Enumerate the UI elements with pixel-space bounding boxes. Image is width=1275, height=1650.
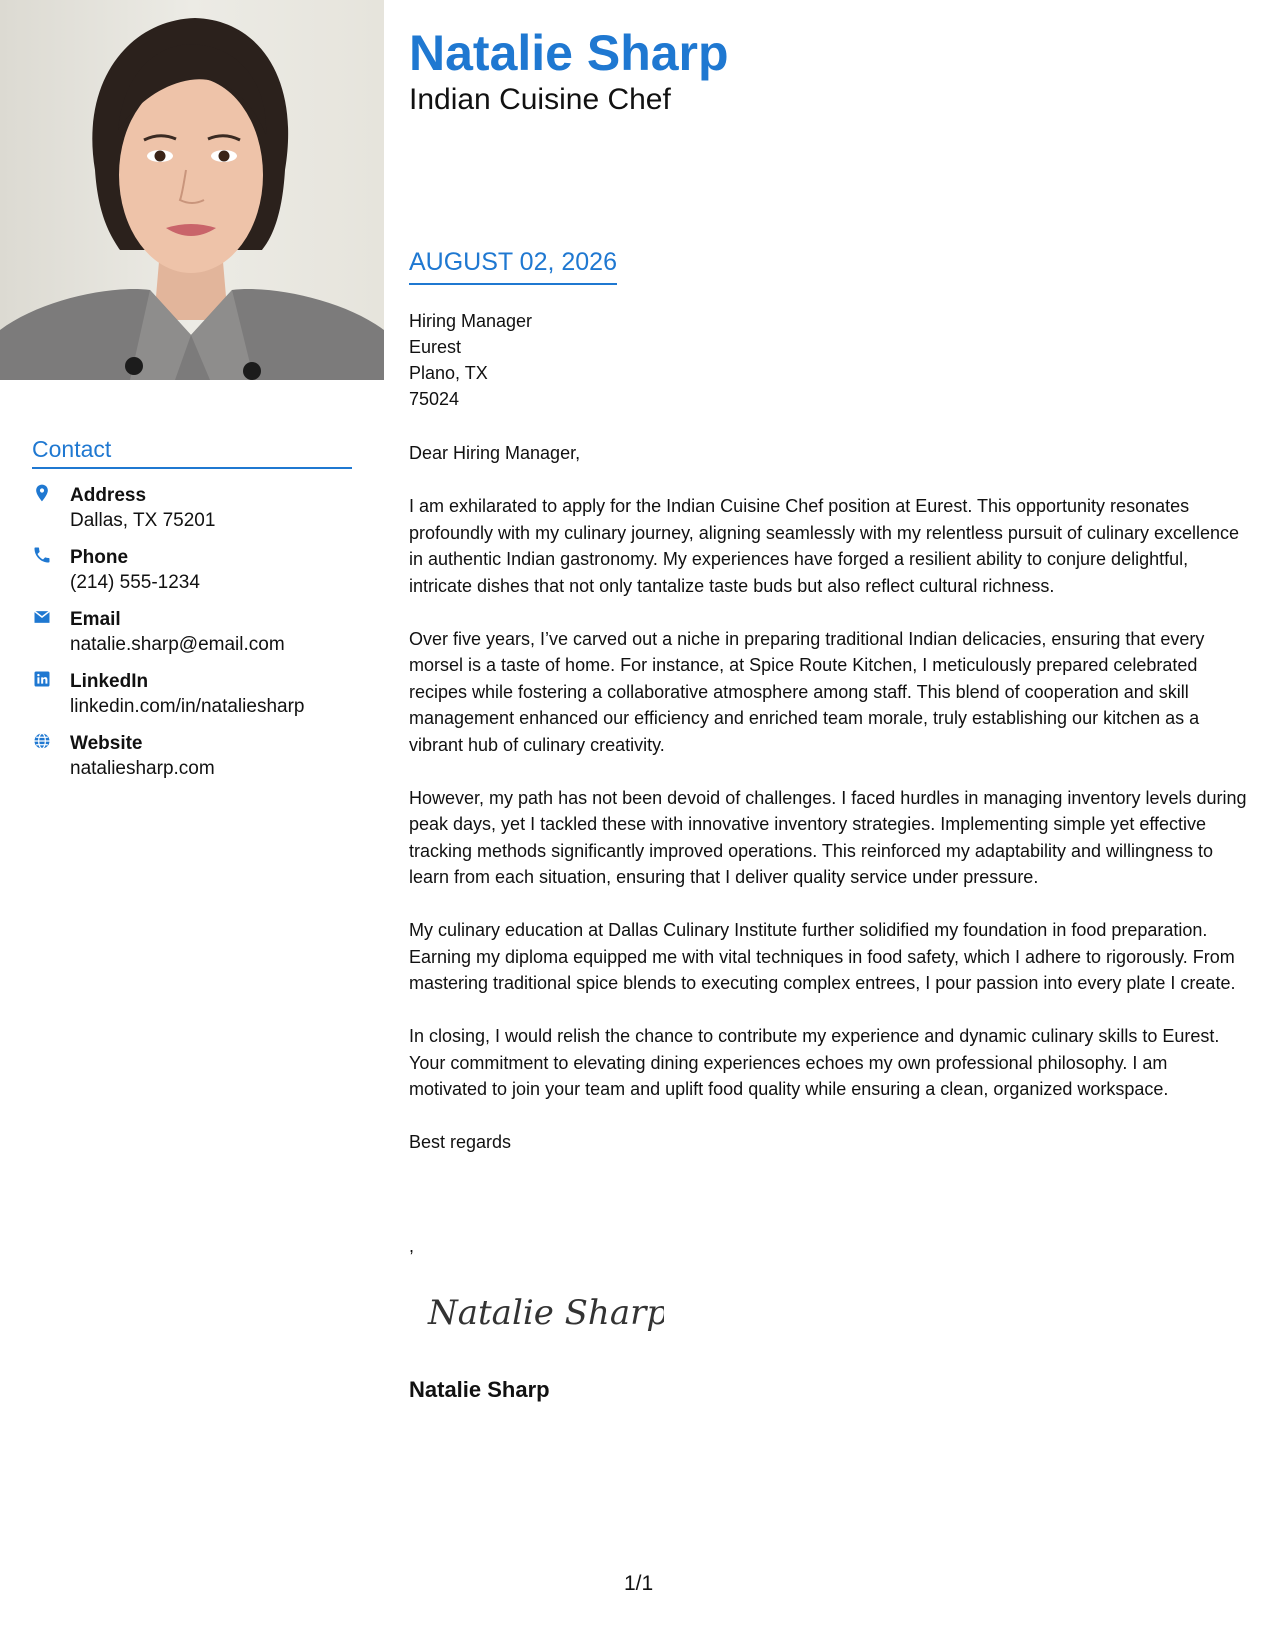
contact-item-phone bbox=[32, 545, 352, 595]
contact-label: Website bbox=[70, 733, 143, 754]
handwritten-signature bbox=[424, 1284, 664, 1349]
paragraph: Over five years, I’ve carved out a niche in preparing traditional Indian delicacies, ensuring that every morsel is a taste of home. For instance, at Spice Route Kitchen, I meticulously prepared celebrated recipes while fostering a collaborative atmosphere among staff. This blend of cooperation and skill management enhanced our efficiency and enriched team morale, truly establishing our kitchen as a vibrant hub of culinary creativity. bbox=[409, 628, 1205, 755]
paragraph: My culinary education at Dallas Culinary Institute further solidified my foundation in food preparation. Earning my diploma equipped me with vital techniques in food safety, which I adhere to rigorously. From mastering traditional spice blends to executing complex entrees, I pour passion into every plate I create. bbox=[409, 920, 1236, 993]
envelope-icon bbox=[32, 607, 54, 629]
contact-label: Address bbox=[70, 485, 147, 506]
globe-icon bbox=[32, 731, 54, 753]
phone-value: (214) 555-1234 bbox=[70, 572, 200, 593]
contact-label: Email bbox=[70, 609, 121, 630]
recipient-line: Hiring Manager bbox=[409, 311, 533, 331]
paragraph: In closing, I would relish the chance to contribute my experience and dynamic culinary skills to Eurest. Your commitment to elevating dining experiences echoes my own professional philosophy. I am motivated to join your team and uplift food quality while ensuring a clean, organized workspace. bbox=[409, 1026, 1220, 1099]
contact-sidebar bbox=[32, 436, 352, 793]
contact-item-address bbox=[32, 483, 352, 533]
contact-label: Phone bbox=[70, 547, 129, 568]
contact-item-website bbox=[32, 731, 352, 781]
recipient-line: Eurest bbox=[409, 337, 462, 357]
portrait-illustration bbox=[0, 0, 384, 380]
address-value: Dallas, TX 75201 bbox=[70, 510, 216, 531]
closing: Best regards bbox=[409, 1132, 512, 1152]
letter-body bbox=[409, 440, 1249, 1182]
paragraph: I am exhilarated to apply for the Indian Cuisine Chef position at Eurest. This opportunity resonates profoundly with my culinary journey, aligning seamlessly with my relentless pursuit of culinary excellence in authentic Indian gastronomy. My experiences have forged a resilient ability to conjure delightful, intricate dishes that not only tantalize taste buds but also reflect cultural richness. bbox=[409, 496, 1240, 596]
contact-item-email bbox=[32, 607, 352, 657]
phone-icon bbox=[32, 545, 54, 567]
closing-comma: , bbox=[409, 1236, 415, 1256]
website-value[interactable]: nataliesharp.com bbox=[70, 758, 215, 779]
signature-text: Natalie Sharp bbox=[428, 1293, 664, 1333]
signature-image bbox=[424, 1284, 664, 1344]
contact-heading: Contact bbox=[32, 436, 352, 469]
profile-photo bbox=[0, 0, 384, 380]
linkedin-icon bbox=[32, 669, 54, 691]
linkedin-value[interactable]: linkedin.com/in/nataliesharp bbox=[70, 696, 305, 717]
job-title: Indian Cuisine Chef bbox=[409, 83, 671, 116]
letter-date: AUGUST 02, 2026 bbox=[409, 248, 617, 285]
contact-label: LinkedIn bbox=[70, 671, 149, 692]
email-value[interactable]: natalie.sharp@email.com bbox=[70, 634, 285, 655]
recipient-block bbox=[409, 308, 532, 412]
recipient-line: Plano, TX bbox=[409, 363, 488, 383]
paragraph: However, my path has not been devoid of challenges. I faced hurdles in managing inventory levels during peak days, yet I tackled these with innovative inventory strategies. Implementing simple yet effective tracking methods significantly improved operations. This reinforced my adaptability and willingness to learn from each situation, ensuring that I deliver quality service under pressure. bbox=[409, 787, 1247, 887]
contact-item-linkedin bbox=[32, 669, 352, 719]
letter-header bbox=[409, 24, 1249, 118]
page-number: 1/1 bbox=[624, 1572, 654, 1595]
applicant-name: Natalie Sharp bbox=[409, 25, 729, 81]
map-pin-icon bbox=[32, 483, 54, 505]
salutation: Dear Hiring Manager, bbox=[409, 443, 581, 463]
recipient-line: 75024 bbox=[409, 389, 460, 409]
signer-name: Natalie Sharp bbox=[409, 1377, 550, 1402]
